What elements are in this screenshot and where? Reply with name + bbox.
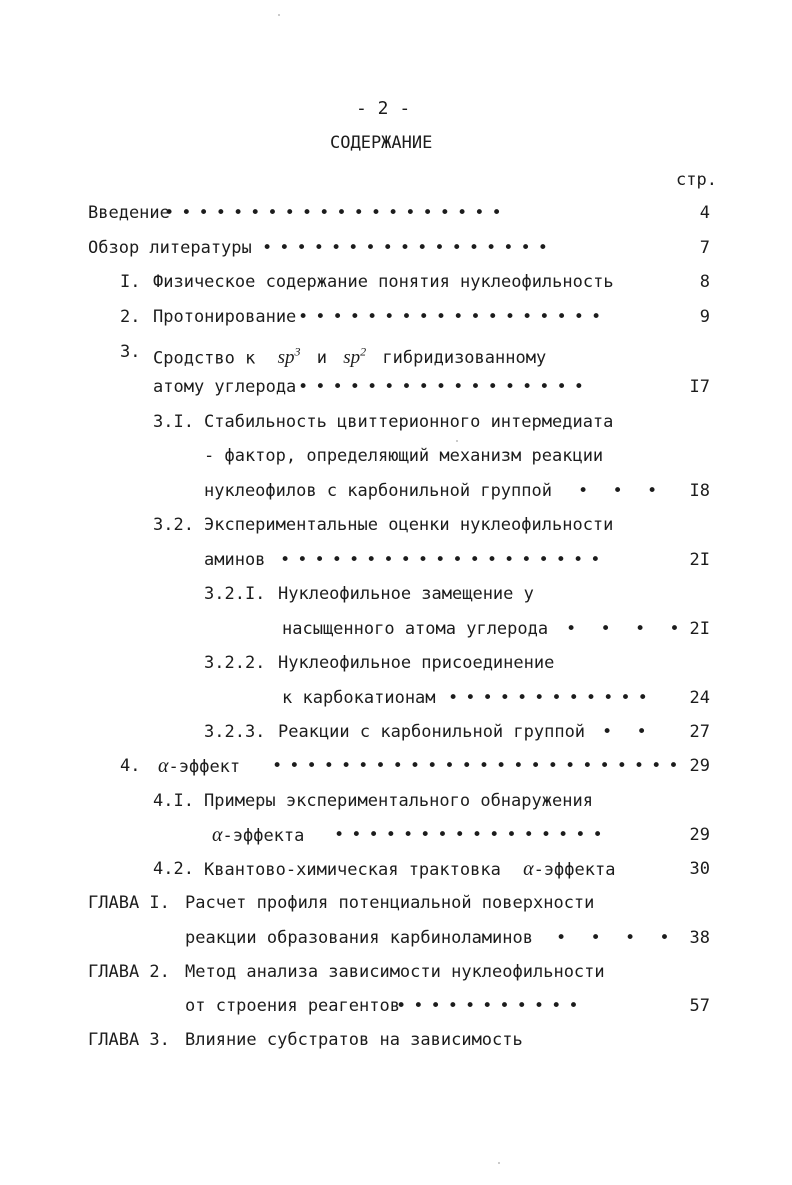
toc-text-cont: -эффекта	[222, 826, 305, 846]
scan-speck	[456, 440, 458, 442]
toc-number: 3.	[120, 342, 141, 362]
toc-text-continued: от строения реагентов	[185, 996, 400, 1016]
alpha-symbol: α	[212, 824, 223, 846]
toc-text: Физическое содержание понятия нуклеофильность	[153, 272, 614, 292]
toc-number: ГЛАВА 2.	[88, 962, 170, 982]
toc-text: Введение	[88, 203, 170, 223]
toc-leader-dots: • • • •	[566, 619, 687, 639]
toc-page: I8	[689, 481, 710, 501]
toc-number: 3.2.I.	[204, 584, 266, 604]
toc-text: Нуклеофильное присоединение	[278, 653, 555, 673]
page-title: СОДЕРЖАНИЕ	[330, 133, 433, 153]
pages-column-label: стр.	[676, 170, 717, 190]
toc-page: 24	[689, 688, 710, 708]
alpha-symbol: α	[523, 858, 534, 880]
toc-number: 3.2.3.	[204, 722, 266, 742]
toc-number: 4.2.	[153, 859, 194, 879]
toc-text-continued: к карбокатионам	[282, 688, 436, 708]
toc-leader-dots: • •	[602, 722, 654, 742]
toc-text-continued: аминов	[204, 550, 266, 570]
toc-number: I.	[120, 272, 141, 292]
toc-number: ГЛАВА 3.	[88, 1030, 170, 1050]
toc-number: 3.2.	[153, 515, 194, 535]
toc-text	[158, 756, 240, 777]
toc-text-continued: реакции образования карбиноламинов	[185, 928, 533, 948]
scan-speck	[278, 14, 280, 16]
toc-text-post: гибридизованному	[382, 348, 547, 369]
toc-page: 27	[689, 722, 710, 742]
toc-leader-dots: •••••••••••	[396, 996, 586, 1016]
toc-number: 4.	[120, 756, 141, 776]
toc-text-continued: атому углерода	[153, 377, 297, 397]
toc-number: 3.I.	[153, 412, 194, 432]
toc-text: Расчет профиля потенциальной поверхности	[185, 893, 595, 913]
toc-leader-dots: • • •	[578, 481, 665, 501]
toc-page: 29	[689, 756, 710, 776]
toc-leader-dots: ••••••••••••••••••••	[164, 203, 509, 223]
toc-text-main: -эффект	[168, 757, 241, 777]
toc-page: I7	[689, 377, 710, 397]
toc-number: 3.2.2.	[204, 653, 266, 673]
toc-leader-dots: ••••••••••••••••••	[298, 307, 609, 327]
toc-number: ГЛАВА I.	[88, 893, 170, 913]
toc-text-continued: насыщенного атома углерода	[282, 619, 549, 639]
toc-text: Протонирование	[153, 307, 297, 327]
superscript-2: 2	[360, 345, 367, 359]
toc-text-line2: - фактор, определяющий механизм реакции	[204, 446, 604, 466]
toc-page: 57	[689, 996, 710, 1016]
toc-page: 8	[699, 272, 710, 292]
toc-leader-dots: •••••••••••••••••••	[280, 550, 608, 570]
toc-text: Экспериментальные оценки нуклеофильности	[204, 515, 614, 535]
toc-text: Примеры экспериментального обнаружения	[204, 791, 593, 811]
toc-text-and: и	[316, 348, 328, 369]
scan-speck	[498, 1162, 500, 1164]
sp2-symbol	[343, 347, 366, 368]
toc-leader-dots: •••••••••••••••••	[298, 377, 591, 397]
toc-text-post: -эффекта	[533, 860, 616, 880]
toc-text-continued	[212, 825, 304, 846]
sp-text: sp	[343, 347, 361, 369]
toc-page: 2I	[689, 550, 710, 570]
toc-page: 38	[689, 928, 710, 948]
toc-leader-dots: ••••••••••••	[448, 688, 655, 708]
toc-leader-dots: ••••••••••••••••••••••••	[272, 756, 686, 776]
toc-leader-dots: •••••••••••••••••	[262, 238, 555, 258]
toc-text: Метод анализа зависимости нуклеофильности	[185, 962, 605, 982]
superscript-3: 3	[294, 345, 301, 359]
toc-leader-dots: • • • •	[556, 928, 677, 948]
sp-text: sp	[277, 347, 295, 369]
alpha-symbol: α	[158, 755, 169, 777]
toc-number: 2.	[120, 307, 141, 327]
toc-page: 7	[699, 238, 710, 258]
toc-text: Нуклеофильное замещение у	[278, 584, 534, 604]
toc-text: Реакции с карбонильной группой	[278, 722, 586, 742]
toc-text: Влияние субстратов на зависимость	[185, 1030, 523, 1050]
toc-text-pre: Сродство к	[153, 348, 256, 369]
toc-text-line3: нуклеофилов с карбонильной группой	[204, 481, 552, 501]
toc-text: Обзор литературы	[88, 238, 252, 258]
toc-page: 30	[689, 859, 710, 879]
toc-text: Стабильность цвиттерионного интермедиата	[204, 412, 614, 432]
toc-page: 9	[699, 307, 710, 327]
toc-page: 2I	[689, 619, 710, 639]
toc-leader-dots: ••••••••••••••••	[334, 825, 610, 845]
sp3-symbol	[278, 347, 301, 368]
toc-number: 4.I.	[153, 791, 194, 811]
toc-text-pre: Квантово-химическая трактовка	[204, 860, 501, 880]
toc-page: 4	[699, 203, 710, 223]
page-number: - 2 -	[356, 98, 411, 119]
toc-text	[153, 342, 546, 368]
toc-text	[204, 859, 615, 880]
toc-page: 29	[689, 825, 710, 845]
